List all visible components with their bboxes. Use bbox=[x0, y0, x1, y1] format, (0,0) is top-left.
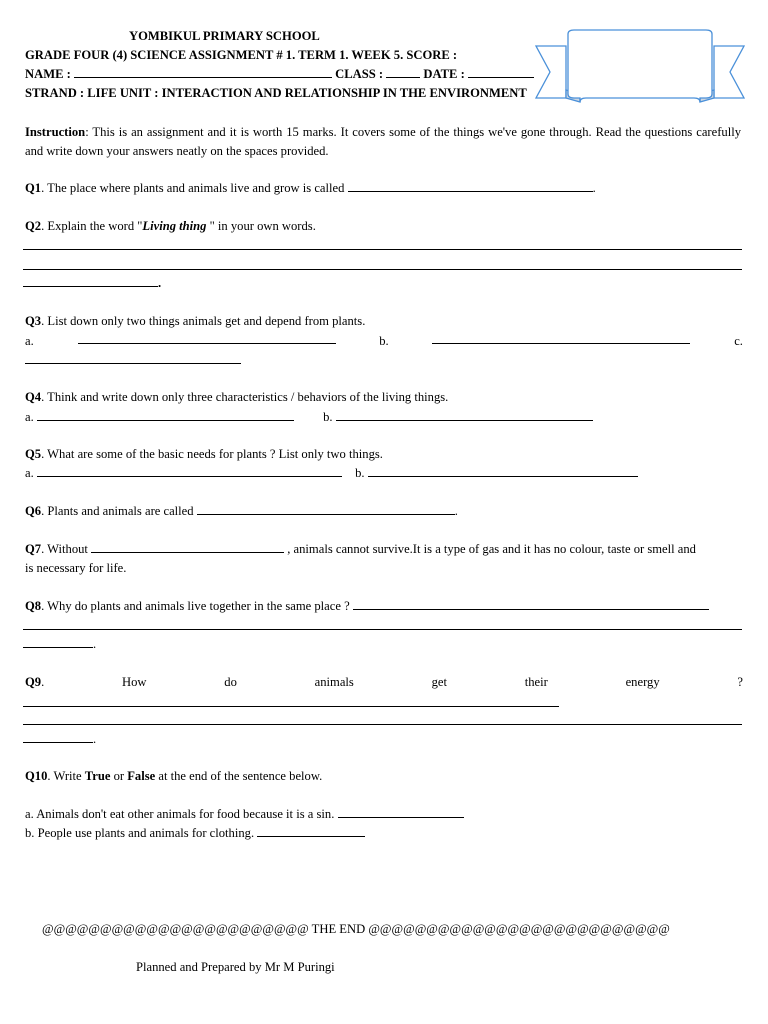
class-field[interactable] bbox=[386, 67, 420, 78]
q5-b-label: b. bbox=[355, 466, 365, 480]
q5-text: . What are some of the basic needs for plants ? List only two things. bbox=[41, 447, 383, 461]
question-3 bbox=[25, 313, 365, 329]
q2-text-post: " in your own words. bbox=[206, 219, 316, 233]
q4-text: . Think and write down only three characteristics / behaviors of the living things. bbox=[41, 390, 449, 404]
q6-text: . Plants and animals are called bbox=[41, 504, 194, 518]
q6-number: Q6 bbox=[25, 504, 42, 518]
q2-answer-line-1[interactable] bbox=[23, 249, 742, 250]
strand-unit-line: STRAND : LIFE UNIT : INTERACTION AND RELATIONSHIP IN THE ENVIRONMENT bbox=[25, 86, 527, 100]
q1-text: . The place where plants and animals live and grow is called bbox=[41, 181, 345, 195]
instruction-text: : This is an assignment and it is worth 15 marks. It covers some of the things we've gone through. Read the questions carefully and write down your answers neatly on the spaces provided. bbox=[25, 125, 741, 158]
q9-word: get bbox=[431, 675, 447, 689]
q9-answer-line-3[interactable] bbox=[23, 731, 96, 747]
q9-answer-line-1[interactable] bbox=[23, 695, 559, 711]
q9-word: How bbox=[122, 675, 147, 689]
q9-word: their bbox=[524, 675, 548, 689]
q2-end: . bbox=[158, 276, 162, 290]
q8-text: . Why do plants and animals live together in the same place ? bbox=[41, 599, 350, 613]
q2-answer-line-2[interactable] bbox=[23, 269, 742, 270]
q5-a-label: a. bbox=[25, 466, 34, 480]
q3-a-label: a. bbox=[25, 334, 34, 348]
q8-answer-blank-3[interactable] bbox=[23, 637, 93, 648]
q10-text-pre: . Write bbox=[47, 769, 85, 783]
question-10 bbox=[25, 768, 322, 784]
question-5 bbox=[25, 446, 383, 462]
q7-number: Q7 bbox=[25, 542, 42, 556]
q6-end: . bbox=[454, 504, 458, 518]
q3-c-line bbox=[25, 352, 241, 368]
assignment-details: GRADE FOUR (4) SCIENCE ASSIGNMENT # 1. TERM 1. WEEK 5. SCORE : bbox=[25, 48, 458, 62]
q10-a-text: a. Animals don't eat other animals for food because it is a sin. bbox=[25, 807, 335, 821]
q7-answer-blank[interactable] bbox=[91, 542, 284, 553]
q7-text-pre: . Without bbox=[41, 542, 88, 556]
question-6 bbox=[25, 503, 458, 519]
q1-end: . bbox=[592, 181, 596, 195]
q3-a-blank[interactable] bbox=[78, 333, 336, 344]
q8-answer-line-3[interactable] bbox=[23, 636, 96, 652]
name-field[interactable] bbox=[74, 67, 332, 78]
q8-number: Q8 bbox=[25, 599, 42, 613]
q9-answer-blank-3[interactable] bbox=[23, 732, 93, 743]
q5-a-blank[interactable] bbox=[37, 466, 342, 477]
score-banner bbox=[534, 28, 746, 108]
q3-b-blank[interactable] bbox=[432, 333, 690, 344]
q4-b-label: b. bbox=[323, 410, 333, 424]
q10-statement-b bbox=[25, 825, 365, 841]
q9-word: ? bbox=[737, 675, 743, 689]
q2-answer-blank-3[interactable] bbox=[23, 276, 158, 287]
q10-text-mid: or bbox=[110, 769, 128, 783]
q3-c-blank[interactable] bbox=[25, 353, 241, 364]
q10-a-blank[interactable] bbox=[338, 807, 464, 818]
q9-word: energy bbox=[625, 675, 660, 689]
q10-text-post: at the end of the sentence below. bbox=[155, 769, 323, 783]
q9-word: animals bbox=[314, 675, 354, 689]
q10-statement-a bbox=[25, 806, 464, 822]
q1-number: Q1 bbox=[25, 181, 42, 195]
q7-continuation: is necessary for life. bbox=[25, 561, 127, 575]
question-9 bbox=[25, 674, 743, 690]
q10-true-word: True bbox=[84, 769, 111, 783]
q8-end: . bbox=[93, 637, 97, 651]
q9-word: . bbox=[41, 675, 45, 689]
q7-text-post: , animals cannot survive.It is a type of gas and it has no colour, taste or smell and bbox=[287, 542, 696, 556]
question-8 bbox=[25, 598, 709, 614]
instruction-label: Instruction bbox=[25, 125, 86, 139]
question-4 bbox=[25, 389, 448, 405]
q4-number: Q4 bbox=[25, 390, 42, 404]
q8-answer-blank-1[interactable] bbox=[353, 599, 709, 610]
question-2 bbox=[25, 218, 316, 234]
q2-answer-line-3[interactable] bbox=[23, 275, 161, 291]
q6-answer-blank[interactable] bbox=[197, 504, 455, 515]
class-label: CLASS : bbox=[335, 67, 384, 81]
school-name: YOMBIKUL PRIMARY SCHOOL bbox=[129, 29, 320, 43]
q10-b-blank[interactable] bbox=[257, 826, 365, 837]
q3-c-label: c. bbox=[734, 334, 743, 348]
prepared-by-credit: Planned and Prepared by Mr M Puringi bbox=[136, 960, 335, 974]
q5-answer-row bbox=[25, 465, 638, 481]
q5-b-blank[interactable] bbox=[368, 466, 638, 477]
q9-end: . bbox=[93, 732, 97, 746]
q1-answer-blank[interactable] bbox=[348, 181, 593, 192]
the-end-line: @@@@@@@@@@@@@@@@@@@@@@@ THE END @@@@@@@@@@@@@@@@@@@@@@@@@@ bbox=[42, 922, 670, 936]
q9-answer-blank-1[interactable] bbox=[23, 696, 559, 707]
q3-text: . List down only two things animals get and depend from plants. bbox=[41, 314, 366, 328]
q3-number: Q3 bbox=[25, 314, 42, 328]
q2-number: Q2 bbox=[25, 219, 42, 233]
date-label: DATE : bbox=[423, 67, 465, 81]
question-7 bbox=[25, 541, 696, 557]
q5-number: Q5 bbox=[25, 447, 42, 461]
q10-b-text: b. People use plants and animals for clothing. bbox=[25, 826, 255, 840]
name-class-date-line bbox=[25, 66, 558, 82]
q8-answer-line-2[interactable] bbox=[23, 629, 742, 630]
q9-answer-line-2[interactable] bbox=[23, 724, 742, 725]
q9-word: do bbox=[224, 675, 237, 689]
q9-number: Q9 bbox=[25, 675, 42, 689]
q2-text-pre: . Explain the word " bbox=[41, 219, 143, 233]
q4-a-blank[interactable] bbox=[37, 410, 294, 421]
q4-answer-row bbox=[25, 409, 593, 425]
q3-answer-row bbox=[25, 333, 743, 349]
instruction bbox=[25, 123, 741, 161]
q4-b-blank[interactable] bbox=[336, 410, 593, 421]
q4-a-label: a. bbox=[25, 410, 34, 424]
name-label: NAME : bbox=[25, 67, 71, 81]
q10-number: Q10 bbox=[25, 769, 48, 783]
question-1 bbox=[25, 180, 596, 196]
q10-false-word: False bbox=[127, 769, 156, 783]
q2-term: Living thing bbox=[142, 219, 207, 233]
q3-b-label: b. bbox=[379, 334, 389, 348]
